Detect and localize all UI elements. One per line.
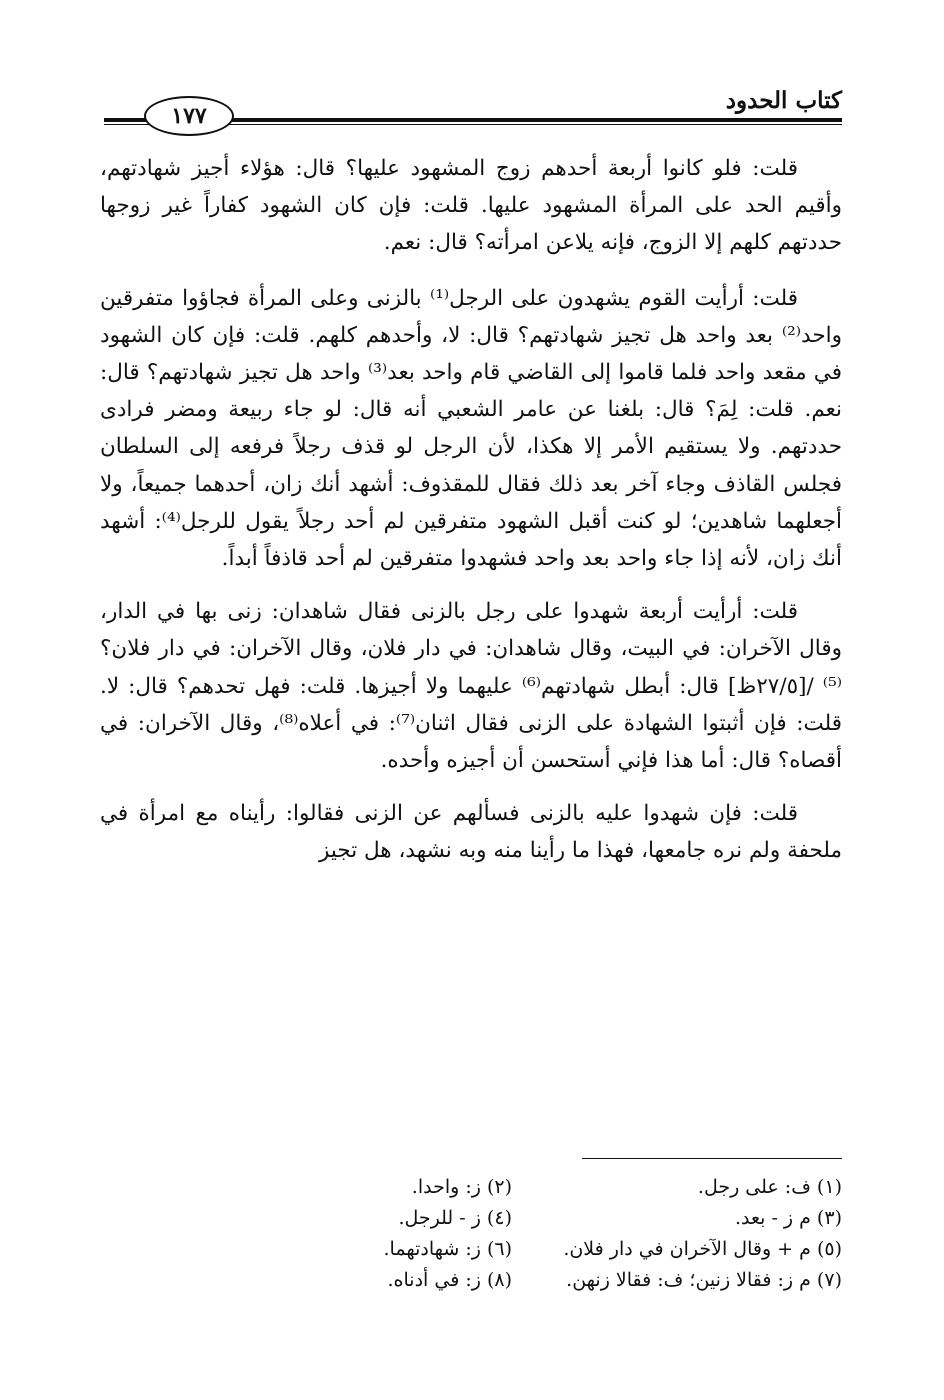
footnote: (٦) ز: شهادتهما. — [383, 1238, 512, 1260]
footnote: (١) ف: على رجل. — [697, 1176, 842, 1198]
page-header — [104, 86, 842, 128]
footnote: (٣) م ز - بعد. — [734, 1207, 842, 1229]
footnote: (٥) م + وقال الآخران في دار فلان. — [563, 1238, 842, 1260]
footnote: (٨) ز: في أدناه. — [387, 1269, 512, 1291]
paragraph: قلت: فلو كانوا أربعة أحدهم زوج المشهود عليها؟ قال: هؤلاء أجيز شهادتهم، وأقيم الحد على المرأة المشهود عليها. قلت: فإن كان الشهود كفاراً غير زوجها حددتهم كلهم إلا الزوج، فإنه يلاعن امرأته؟ قال: نعم. — [100, 156, 842, 256]
paragraph: قلت: أرأيت أربعة شهدوا على رجل بالزنى فقال شاهدان: زنى بها في الدار، وقال الآخران: في البيت، وقال شاهدان: في دار فلان، وقال الآخران: في دار فلان؟⁽⁵⁾ /[٢٧/٥ظ] قال: أبطل شهادتهم⁽⁶⁾ عليهما ولا أجيزها. قلت: فهل تحدهم؟ قال: لا. قلت: فإن أثبتوا الشهادة على الزنى فقال اثنان⁽⁷⁾: في أعلاه⁽⁸⁾، وقال الآخران: في أقصاه؟ قال: أما هذا فإني أستحسن أن أجيزه وأحده. — [100, 599, 842, 774]
footnote: (٢) ز: واحدا. — [411, 1176, 512, 1198]
footnote-row — [280, 1172, 842, 1203]
footnote-row — [280, 1234, 842, 1265]
footnotes — [280, 1172, 842, 1296]
footnote-row — [280, 1203, 842, 1234]
footnote: (٤) ز - للرجل. — [398, 1207, 512, 1229]
footnote-separator — [582, 1158, 842, 1159]
paragraph: قلت: أرأيت القوم يشهدون على الرجل⁽¹⁾ بالزنى وعلى المرأة فجاؤوا متفرقين واحد⁽²⁾ بعد واحد هل تجيز شهادتهم؟ قال: لا، وأحدهم كلهم. قلت: فإن كان الشهود في مقعد واحد فلما قاموا إلى القاضي قام واحد بعد⁽³⁾ واحد هل تجيز شهادتهم؟ قال: نعم. قلت: لِمَ؟ قال: بلغنا عن عامر الشعبي أنه قال: لو جاء ربيعة ومضر فرادى حددتهم. ولا يستقيم الأمر إلا هكذا، لأن الرجل لو قذف رجلاً فرفعه إلى السلطان فجلس القاذف وجاء آخر بعد ذلك فقال للمقذوف: أشهد أنك زان، أحدهما جميعاً، ولا أجعلهما شاهدين؛ لو كنت أقبل الشهود متفرقين لم أحد رجلاً يقول للرجل⁽⁴⁾: أشهد أنك زان، لأنه إذا جاء واحد بعد واحد فشهدوا متفرقين لم أحد قاذفاً أبداً. — [100, 285, 842, 572]
book-title: كتاب الحدود — [725, 87, 842, 114]
page-number: ١٧٧ — [144, 96, 234, 136]
footnote: (٧) م ز: فقالا زنين؛ ف: فقالا زنهن. — [566, 1269, 842, 1291]
paragraph: قلت: فإن شهدوا عليه بالزنى فسألهم عن الزنى فقالوا: رأيناه مع امرأة في ملحفة ولم نره جامعها، فهذا ما رأينا منه وبه نشهد، هل تجيز — [100, 801, 842, 864]
footnote-row — [280, 1265, 842, 1296]
main-text — [100, 150, 842, 884]
